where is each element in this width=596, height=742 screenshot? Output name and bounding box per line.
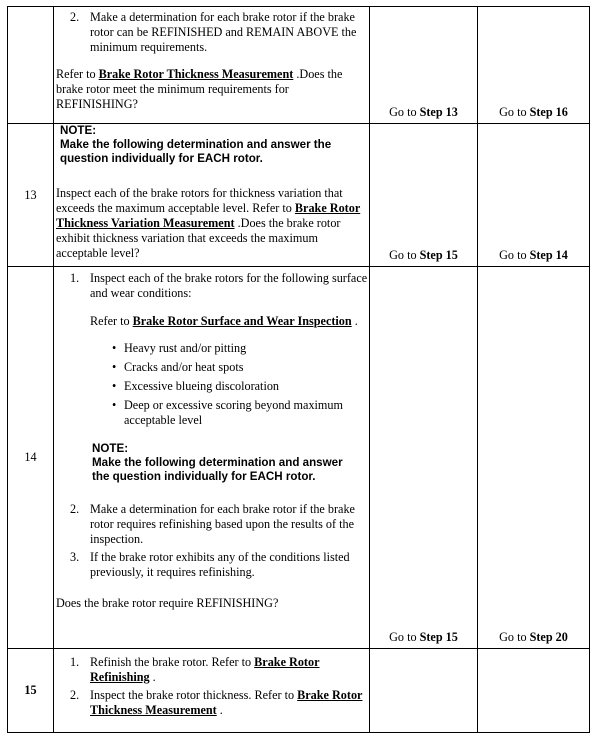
question-text: Inspect each of the brake rotors for thickness variation that exceeds the maximum acceptable level. Refer to Brake Rotor Thickness Variation Measurement .Does the brake rotor exhibit thickness variation that exceeds the maximum acceptable level?	[56, 186, 361, 260]
step-number	[8, 7, 54, 124]
table-row	[8, 267, 590, 649]
no-cell[interactable]: Go to Step 14	[478, 124, 590, 267]
note-body: Make the following determination and answer the question individually for EACH rotor.	[60, 138, 332, 165]
list-item: • Cracks and/or heat spots	[112, 360, 244, 374]
table-row	[8, 124, 590, 267]
step-number: 13	[8, 124, 54, 267]
action-cell	[54, 7, 370, 124]
no-cell	[478, 649, 590, 733]
action-cell	[54, 124, 370, 267]
list-item: 3. If the brake rotor exhibits any of the conditions listed previously, it requires refinishing.	[70, 550, 350, 579]
list-item: 2. Make a determination for each brake rotor if the brake rotor can be REFINISHED and REMAIN ABOVE the minimum requirements.	[70, 10, 357, 54]
refer-text: Refer to Brake Rotor Surface and Wear Inspection .	[90, 314, 358, 328]
step-number: 14	[8, 267, 54, 649]
list-item: • Heavy rust and/or pitting	[112, 341, 247, 355]
brake-rotor-refinishing-link[interactable]: Brake Rotor Refinishing	[90, 655, 320, 684]
note-heading: NOTE:	[92, 442, 129, 455]
question-text: Refer to Brake Rotor Thickness Measurement .Does the brake rotor meet the minimum requirements for REFINISHING?	[56, 67, 343, 111]
note-body: Make the following determination and answer the question individually for EACH rotor.	[92, 456, 343, 483]
list-item: 1. Refinish the brake rotor. Refer to Brake Rotor Refinishing .	[70, 655, 320, 684]
brake-rotor-thickness-variation-measurement-link[interactable]: Brake Rotor Thickness Variation Measurement	[56, 201, 361, 230]
yes-cell[interactable]: Go to Step 13	[370, 7, 478, 124]
no-cell[interactable]: Go to Step 16	[478, 7, 590, 124]
note-heading: NOTE:	[60, 124, 97, 137]
diagnostic-table	[7, 6, 590, 733]
list-item: 1. Inspect each of the brake rotors for the following surface and wear conditions:	[70, 271, 368, 300]
brake-rotor-thickness-measurement-link[interactable]: Brake Rotor Thickness Measurement	[98, 67, 294, 81]
list-item: • Deep or excessive scoring beyond maximum acceptable level	[112, 398, 343, 427]
no-step[interactable]: Step 14	[529, 248, 568, 262]
table-row	[8, 7, 590, 124]
action-cell	[54, 649, 370, 733]
list-item: 2. Make a determination for each brake rotor if the brake rotor requires refinishing based upon the results of the inspection.	[70, 502, 355, 546]
no-step[interactable]: Step 16	[529, 105, 568, 119]
table-row	[8, 649, 590, 733]
yes-step[interactable]: Step 13	[419, 105, 458, 119]
no-step[interactable]: Step 20	[529, 630, 568, 644]
yes-step[interactable]: Step 15	[419, 630, 458, 644]
yes-step[interactable]: Step 15	[419, 248, 458, 262]
no-cell[interactable]: Go to Step 20	[478, 267, 590, 649]
brake-rotor-surface-and-wear-inspection-link[interactable]: Brake Rotor Surface and Wear Inspection	[132, 314, 352, 328]
question-text: Does the brake rotor require REFINISHING?	[56, 596, 279, 610]
action-cell	[54, 267, 370, 649]
list-item: 2. Inspect the brake rotor thickness. Refer to Brake Rotor Thickness Measurement .	[70, 688, 363, 717]
yes-cell[interactable]: Go to Step 15	[370, 124, 478, 267]
yes-cell	[370, 649, 478, 733]
yes-cell[interactable]: Go to Step 15	[370, 267, 478, 649]
list-item: • Excessive blueing discoloration	[112, 379, 280, 393]
condition-list	[56, 341, 368, 428]
brake-rotor-thickness-measurement-link[interactable]: Brake Rotor Thickness Measurement	[90, 688, 363, 717]
step-number: 15	[8, 649, 54, 733]
